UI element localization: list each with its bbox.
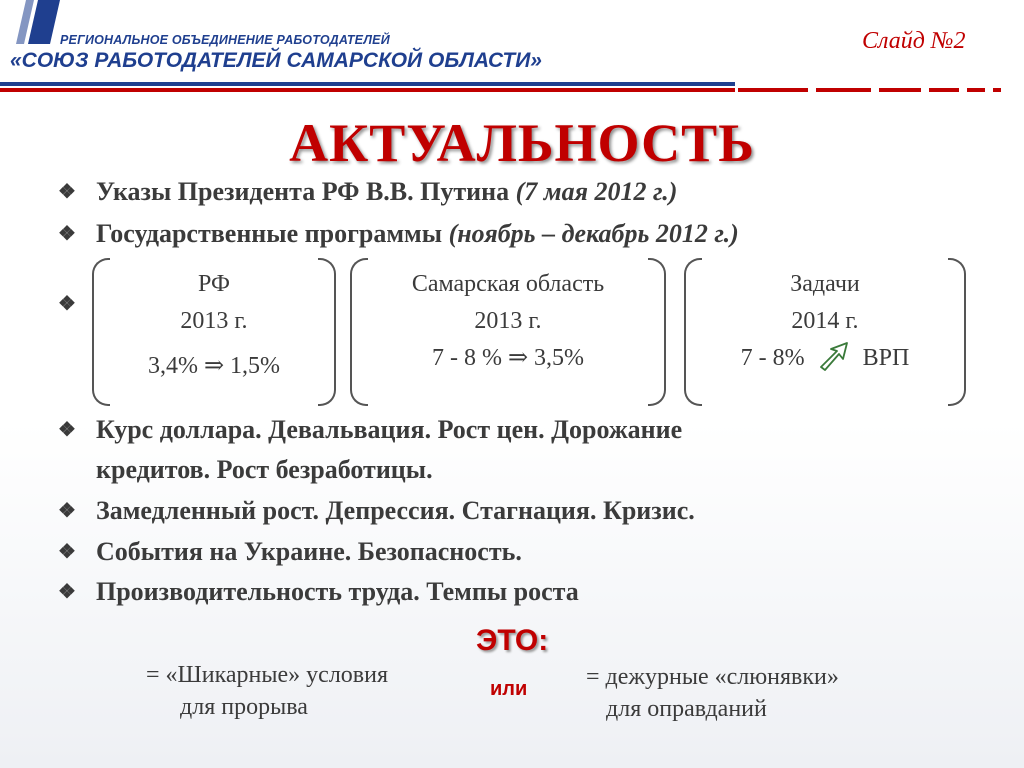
diamond-bullet-icon: ❖ bbox=[58, 541, 76, 563]
header-divider bbox=[0, 82, 1024, 94]
box-value: 7 - 8 % ⇒ 3,5% bbox=[431, 345, 585, 371]
bullet-item bbox=[58, 284, 96, 324]
box-rf bbox=[92, 258, 336, 402]
option-b-line1: = дежурные «слюнявки» bbox=[586, 664, 839, 690]
box-samara bbox=[350, 258, 666, 402]
bullet-item: ❖ Указы Президента РФ В.В. Путина (7 мая 2012 г.) bbox=[58, 172, 677, 212]
diamond-bullet-icon: ❖ bbox=[58, 500, 76, 522]
bullet-item: ❖ События на Украине. Безопасность. bbox=[58, 532, 522, 572]
bracket-right bbox=[318, 258, 336, 406]
bullet-item: ❖ Курс доллара. Девальвация. Рост цен. Дорожание bbox=[58, 410, 682, 450]
bracket-left bbox=[92, 258, 110, 406]
option-a-line1: = «Шикарные» условия bbox=[146, 662, 389, 688]
box-label: Задачи bbox=[790, 271, 860, 297]
box-year: 2013 г. bbox=[180, 308, 248, 334]
org-subtitle: РЕГИОНАЛЬНОЕ ОБЪЕДИНЕНИЕ РАБОТОДАТЕЛЕЙ bbox=[60, 33, 390, 47]
box-year: 2014 г. bbox=[791, 308, 859, 334]
diamond-bullet-icon: ❖ bbox=[58, 223, 76, 245]
bullet-item: ❖ Замедленный рост. Депрессия. Стагнация. Кризис. bbox=[58, 491, 695, 531]
box-year: 2013 г. bbox=[474, 308, 542, 334]
box-tasks bbox=[684, 258, 966, 402]
diamond-bullet-icon: ❖ bbox=[58, 419, 76, 441]
box-value: 3,4% ⇒ 1,5% bbox=[147, 353, 281, 379]
box-value: 7 - 8% bbox=[740, 345, 805, 371]
bracket-left bbox=[350, 258, 368, 406]
box-value-label: ВРП bbox=[862, 345, 910, 371]
bracket-right bbox=[648, 258, 666, 406]
box-label: Самарская область bbox=[411, 271, 605, 297]
slide-number: Слайд №2 bbox=[862, 28, 966, 54]
bullet-item: ❖ Производительность труда. Темпы роста bbox=[58, 572, 579, 612]
bracket-right bbox=[948, 258, 966, 406]
org-name: «СОЮЗ РАБОТОДАТЕЛЕЙ САМАРСКОЙ ОБЛАСТИ» bbox=[10, 49, 542, 72]
diamond-bullet-icon: ❖ bbox=[58, 181, 76, 203]
conclusion-heading: ЭТО: bbox=[476, 624, 549, 657]
page-title: АКТУАЛЬНОСТЬ bbox=[289, 113, 755, 173]
bullet-item: ❖ Государственные программы (ноябрь – декабрь 2012 г.) bbox=[58, 214, 739, 254]
option-b-line2: для оправданий bbox=[606, 696, 767, 722]
diamond-bullet-icon: ❖ bbox=[58, 581, 76, 603]
bullet-continuation: кредитов. Рост безработицы. bbox=[96, 455, 433, 484]
box-value-row bbox=[684, 340, 966, 377]
arrow-up-right-icon bbox=[817, 341, 851, 371]
option-a-line2: для прорыва bbox=[180, 694, 308, 720]
bracket-left bbox=[684, 258, 702, 406]
conclusion-or: или bbox=[490, 678, 528, 700]
box-label: РФ bbox=[198, 271, 230, 297]
diamond-bullet-icon: ❖ bbox=[58, 293, 76, 315]
